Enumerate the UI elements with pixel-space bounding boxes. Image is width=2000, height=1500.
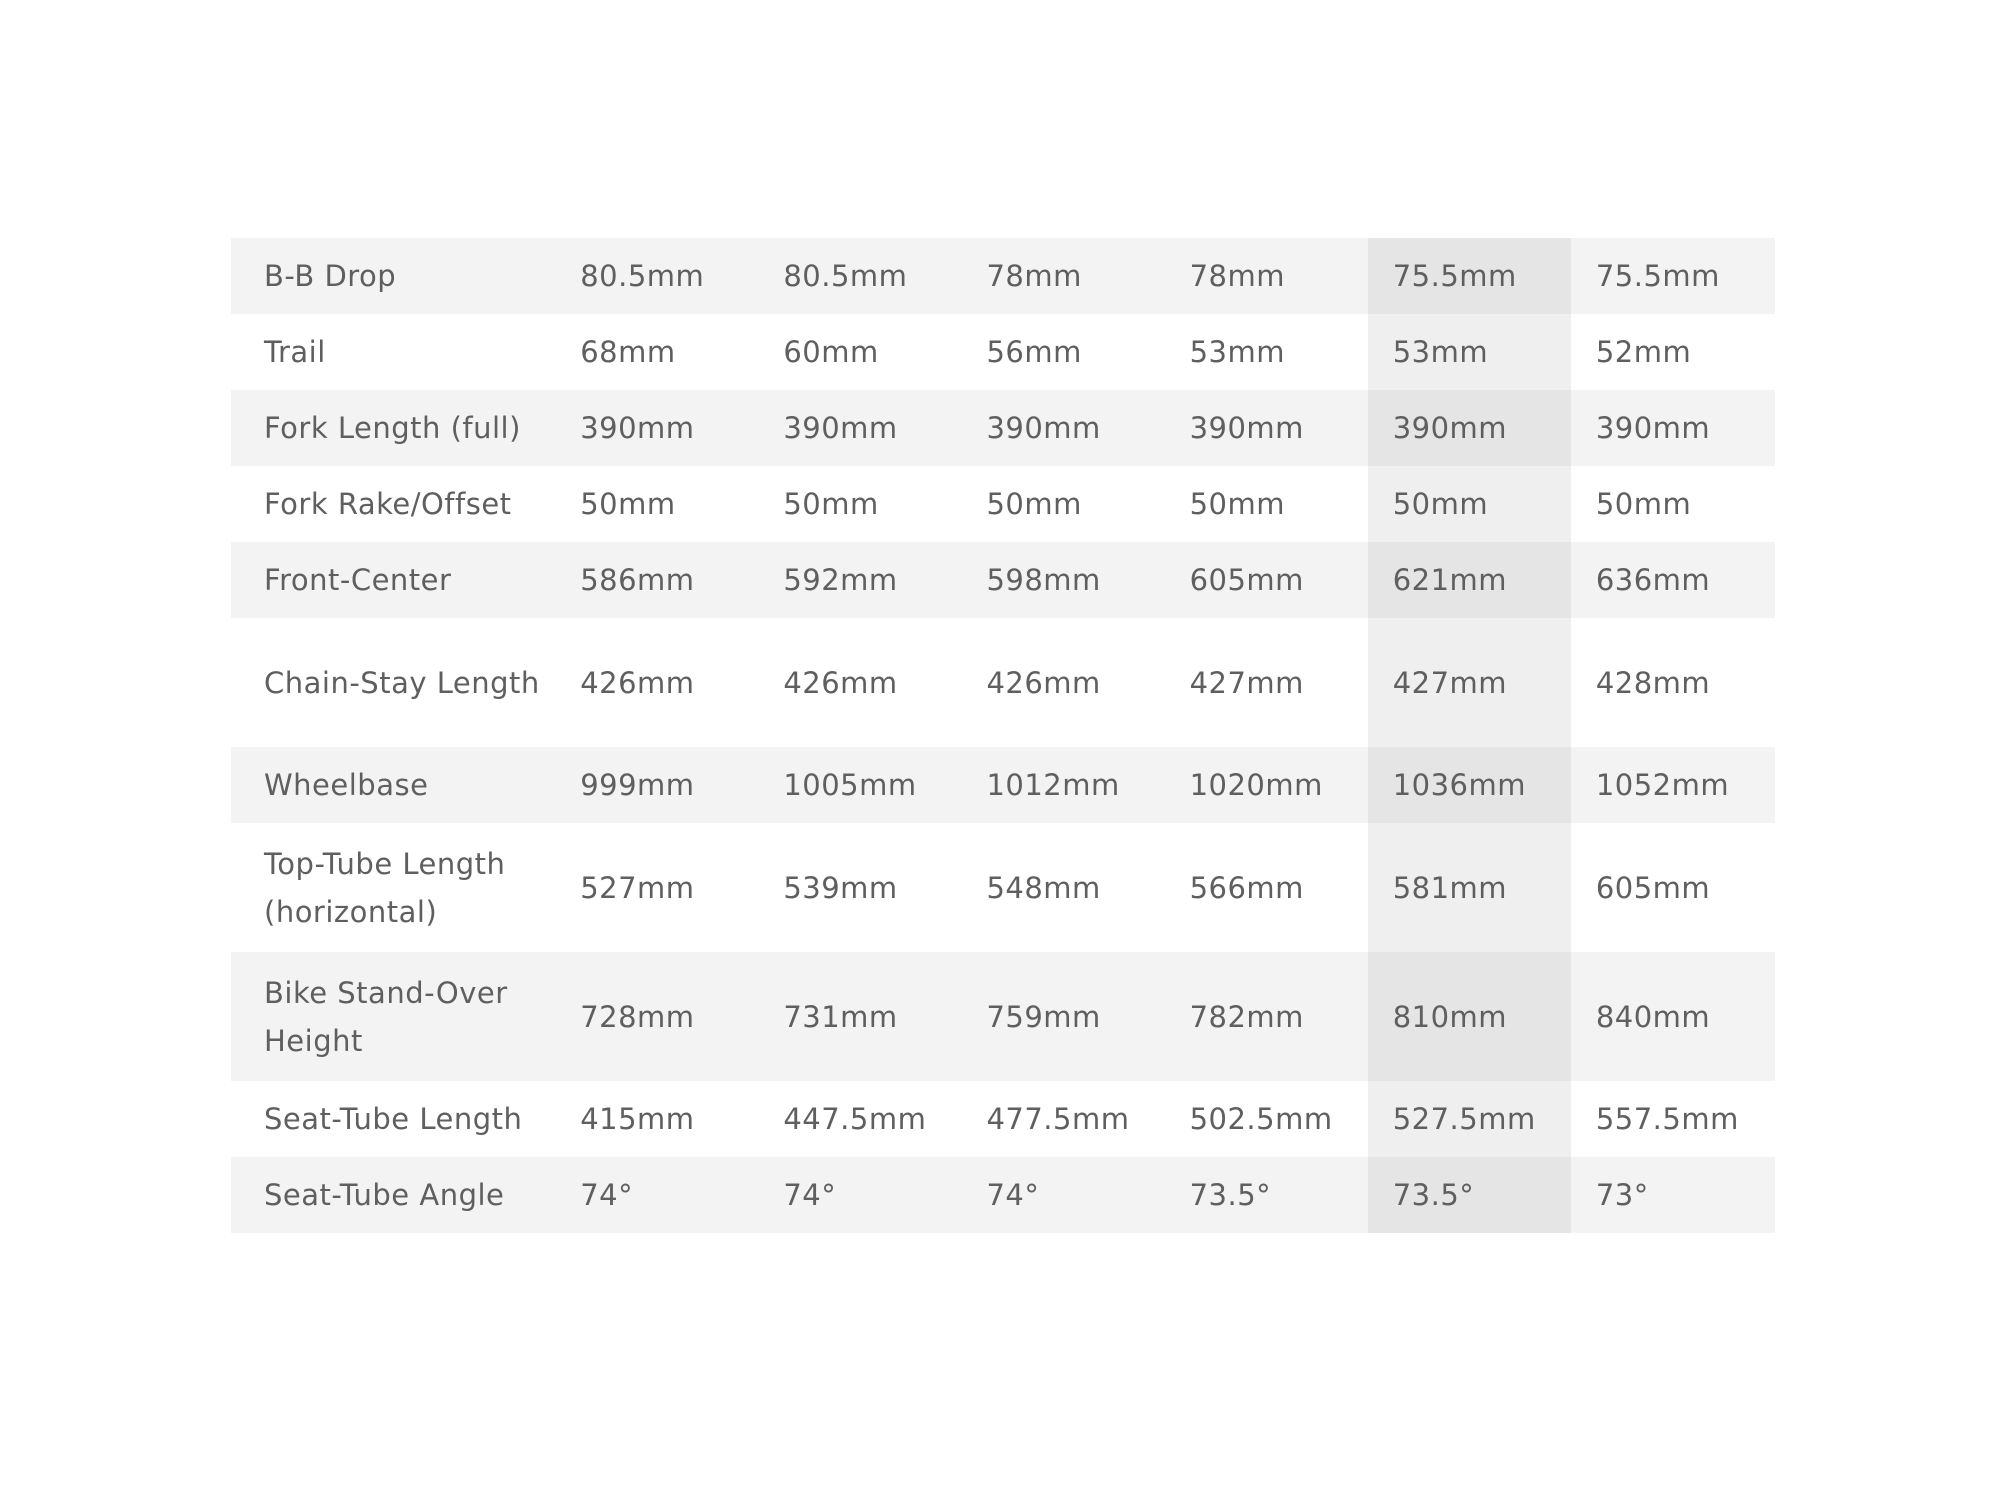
table-cell: 50mm — [1165, 466, 1368, 542]
table-cell: 50mm — [555, 466, 758, 542]
table-cell: 598mm — [961, 542, 1164, 618]
table-cell-highlighted: 73.5° — [1368, 1157, 1571, 1233]
row-label-fork-rake: Fork Rake/Offset — [231, 466, 555, 542]
table-cell: 80.5mm — [758, 238, 961, 314]
table-cell: 50mm — [758, 466, 961, 542]
table-cell-highlighted: 581mm — [1368, 823, 1571, 952]
table-cell: 74° — [961, 1157, 1164, 1233]
table-cell: 426mm — [555, 618, 758, 747]
table-cell-highlighted: 50mm — [1368, 466, 1571, 542]
geometry-table — [231, 238, 1775, 1233]
table-cell: 427mm — [1165, 618, 1368, 747]
table-row — [231, 747, 1775, 823]
row-label-top-tube-length: Top-Tube Length (horizontal) — [231, 823, 555, 952]
table-cell: 539mm — [758, 823, 961, 952]
row-label-stand-over-height: Bike Stand-Over Height — [231, 952, 555, 1081]
table-cell: 840mm — [1571, 952, 1775, 1081]
table-cell: 75.5mm — [1571, 238, 1775, 314]
table-cell: 390mm — [1165, 390, 1368, 466]
row-label-seat-tube-angle: Seat-Tube Angle — [231, 1157, 555, 1233]
table-row — [231, 542, 1775, 618]
row-label-bb-drop: B-B Drop — [231, 238, 555, 314]
table-cell: 390mm — [758, 390, 961, 466]
table-row — [231, 238, 1775, 314]
table-cell: 592mm — [758, 542, 961, 618]
row-label-trail: Trail — [231, 314, 555, 390]
row-label-chain-stay-length: Chain-Stay Length — [231, 618, 555, 747]
table-row — [231, 952, 1775, 1081]
table-cell: 426mm — [758, 618, 961, 747]
table-row — [231, 314, 1775, 390]
row-label-fork-length: Fork Length (full) — [231, 390, 555, 466]
table-cell: 52mm — [1571, 314, 1775, 390]
table-row — [231, 390, 1775, 466]
table-cell: 759mm — [961, 952, 1164, 1081]
table-cell: 502.5mm — [1165, 1081, 1368, 1157]
table-cell: 477.5mm — [961, 1081, 1164, 1157]
table-cell: 636mm — [1571, 542, 1775, 618]
table-cell: 1012mm — [961, 747, 1164, 823]
table-cell: 56mm — [961, 314, 1164, 390]
table-cell: 390mm — [555, 390, 758, 466]
table-row — [231, 618, 1775, 747]
table-cell: 605mm — [1165, 542, 1368, 618]
table-cell-highlighted: 527.5mm — [1368, 1081, 1571, 1157]
table-cell: 78mm — [1165, 238, 1368, 314]
table-cell-highlighted: 427mm — [1368, 618, 1571, 747]
table-cell: 73.5° — [1165, 1157, 1368, 1233]
row-label-front-center: Front-Center — [231, 542, 555, 618]
table-cell: 1020mm — [1165, 747, 1368, 823]
table-cell: 428mm — [1571, 618, 1775, 747]
table-cell: 68mm — [555, 314, 758, 390]
table-cell: 548mm — [961, 823, 1164, 952]
table-cell: 390mm — [1571, 390, 1775, 466]
table-cell: 74° — [758, 1157, 961, 1233]
table-cell: 50mm — [1571, 466, 1775, 542]
table-cell: 74° — [555, 1157, 758, 1233]
table-row — [231, 1081, 1775, 1157]
table-cell: 447.5mm — [758, 1081, 961, 1157]
table-cell: 60mm — [758, 314, 961, 390]
table-cell: 586mm — [555, 542, 758, 618]
table-row — [231, 466, 1775, 542]
table-cell: 728mm — [555, 952, 758, 1081]
table-cell: 78mm — [961, 238, 1164, 314]
table-cell-highlighted: 1036mm — [1368, 747, 1571, 823]
table-cell-highlighted: 810mm — [1368, 952, 1571, 1081]
table-cell-highlighted: 75.5mm — [1368, 238, 1571, 314]
table-row — [231, 1157, 1775, 1233]
table-cell-highlighted: 390mm — [1368, 390, 1571, 466]
table-cell: 426mm — [961, 618, 1164, 747]
table-cell-highlighted: 53mm — [1368, 314, 1571, 390]
row-label-wheelbase: Wheelbase — [231, 747, 555, 823]
table-cell: 80.5mm — [555, 238, 758, 314]
table-cell: 782mm — [1165, 952, 1368, 1081]
table-cell: 557.5mm — [1571, 1081, 1775, 1157]
table-cell: 731mm — [758, 952, 961, 1081]
table-cell: 999mm — [555, 747, 758, 823]
table-cell: 1052mm — [1571, 747, 1775, 823]
table-cell: 1005mm — [758, 747, 961, 823]
table-cell-highlighted: 621mm — [1368, 542, 1571, 618]
table-cell: 390mm — [961, 390, 1164, 466]
table-cell: 566mm — [1165, 823, 1368, 952]
table-cell: 527mm — [555, 823, 758, 952]
table-cell: 415mm — [555, 1081, 758, 1157]
row-label-seat-tube-length: Seat-Tube Length — [231, 1081, 555, 1157]
table-cell: 53mm — [1165, 314, 1368, 390]
table-cell: 50mm — [961, 466, 1164, 542]
table-row — [231, 823, 1775, 952]
table-cell: 605mm — [1571, 823, 1775, 952]
table-cell: 73° — [1571, 1157, 1775, 1233]
